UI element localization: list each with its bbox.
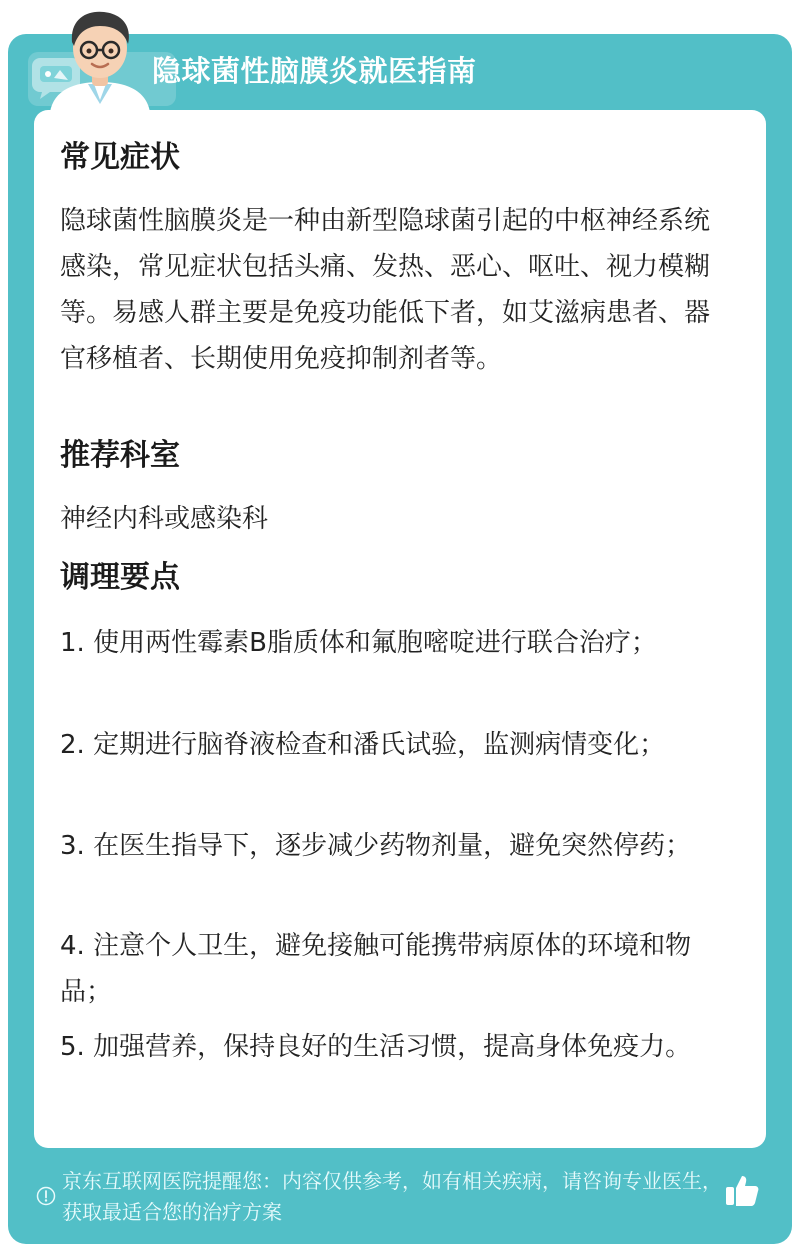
symptoms-heading: 常见症状 — [60, 140, 180, 175]
care-point-2: 2. 定期进行脑脊液检查和潘氏试验，监测病情变化； — [60, 730, 666, 760]
doctor-avatar — [44, 4, 156, 112]
care-points-heading: 调理要点 — [60, 560, 180, 595]
thumbs-up-icon[interactable] — [724, 1172, 760, 1208]
care-point-5: 5. 加强营养，保持良好的生活习惯，提高身体免疫力。 — [60, 1032, 692, 1062]
page-title: 隐球菌性脑膜炎就医指南 — [152, 54, 477, 88]
care-point-4: 4. 注意个人卫生，避免接触可能携带病原体的环境和物品； — [60, 931, 692, 1007]
care-point-1: 1. 使用两性霉素B脂质体和氟胞嘧啶进行联合治疗； — [60, 628, 657, 658]
content-card — [34, 110, 766, 1148]
care-point-3: 3. 在医生指导下，逐步减少药物剂量，避免突然停药； — [60, 831, 692, 861]
department-text: 神经内科或感染科 — [60, 504, 269, 534]
disclaimer-text: 京东互联网医院提醒您：内容仅供参考，如有相关疾病，请咨询专业医生，获取最适合您的治疗方案 — [62, 1169, 722, 1224]
symptoms-text: 隐球菌性脑膜炎是一种由新型隐球菌引起的中枢神经系统感染，常见症状包括头痛、发热、恶心、呕吐、视力模糊等。易感人群主要是免疫功能低下者，如艾滋病患者、器官移植者、长期使用免疫抑制剂者等。 — [60, 206, 711, 374]
department-heading: 推荐科室 — [60, 438, 180, 473]
info-icon — [36, 1186, 56, 1206]
